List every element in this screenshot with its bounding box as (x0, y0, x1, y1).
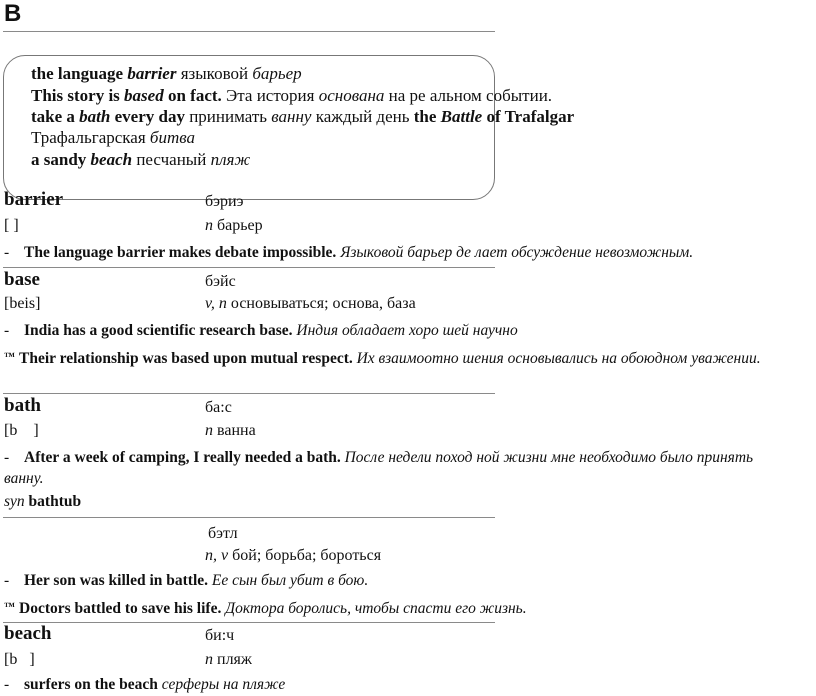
example-en: surfers on the beach (24, 676, 158, 693)
translation: барьер (217, 217, 263, 234)
keyword: битва (149, 128, 196, 147)
headword-bath: bath (4, 395, 41, 416)
keyword: основана (318, 86, 385, 105)
synonym-bath (4, 492, 81, 512)
example-en: The language barrier makes debate impossible. (24, 244, 337, 261)
bullet-tm: ™ (4, 351, 15, 363)
translation: бой; борьба; бороться (232, 547, 382, 564)
section-divider (3, 31, 495, 32)
transcription-bath: [b ] (4, 422, 39, 439)
example-barrier-1 (4, 243, 693, 263)
definition-base (205, 294, 416, 314)
bullet-dash: - (4, 449, 10, 466)
headword-barrier: barrier (4, 189, 64, 210)
example-ru: Индия обладает хоро шей научно (296, 322, 518, 339)
phrase-text: Трафальгарская (31, 128, 150, 147)
example-ru: После недели поход ной жизни мне необходимо было принять ванну. (4, 449, 754, 487)
example-ru: Их взаимоотно шения основывались на обоюдном уважении. (356, 350, 761, 367)
section-letter: B (4, 0, 22, 27)
example-ru: Языковой барьер де лает обсуждение невозможным. (340, 244, 694, 261)
pronunciation-base: бэйс (205, 273, 236, 290)
example-ru: Доктора боролись, чтобы спасти его жизнь. (225, 600, 527, 617)
entry-divider (3, 267, 495, 268)
entry-divider (3, 622, 495, 623)
translation: основываться; основа, база (230, 295, 416, 312)
transcription-base: [beis] (4, 295, 41, 312)
headword-beach: beach (4, 623, 52, 644)
definition-barrier (205, 216, 263, 236)
translation: пляж (217, 651, 252, 668)
phrase-text: the language (31, 64, 128, 83)
pronunciation-beach: би:ч (205, 627, 235, 644)
phrase-text: принимать (184, 107, 272, 126)
example-beach-1 (4, 675, 285, 695)
definition-bath (205, 421, 256, 441)
part-of-speech: n (205, 217, 213, 234)
intro-phrase-line (31, 86, 552, 106)
part-of-speech: v, n (205, 295, 227, 312)
example-ru: серферы на пляже (161, 676, 286, 693)
phrase-text: This story is (31, 86, 125, 105)
keyword: ванну (271, 107, 312, 126)
entry-divider (3, 393, 495, 394)
synonym-word: bathtub (28, 493, 82, 510)
phrase-text: a sandy (31, 150, 91, 169)
example-en: Their relationship was based upon mutual respect. (19, 350, 353, 367)
bullet-dash: - (4, 676, 10, 693)
keyword: барьер (252, 64, 302, 83)
part-of-speech: n, v (205, 547, 229, 564)
keyword: Battle (440, 107, 483, 126)
keyword: bath (79, 107, 111, 126)
example-bath-1 (4, 447, 784, 489)
example-en: Doctors battled to save his life. (19, 600, 222, 617)
bullet-dash: - (4, 244, 10, 261)
transcription-barrier: [ ] (4, 217, 19, 234)
keyword: пляж (210, 150, 251, 169)
definition-battle (205, 546, 381, 566)
part-of-speech: n (205, 422, 213, 439)
bullet-dash: - (4, 322, 10, 339)
headword-base: base (4, 269, 40, 290)
keyword: beach (90, 150, 133, 169)
pronunciation-barrier (205, 192, 243, 212)
example-ru: Ее сын был убит в бою. (211, 572, 369, 589)
intro-phrase-line (31, 128, 195, 148)
phrase-text: языковой (176, 64, 253, 83)
example-en: India has a good scientific research base. (24, 322, 293, 339)
part-of-speech: n (205, 651, 213, 668)
transcription-beach: [b ] (4, 651, 35, 668)
pronunciation-text: бэриэ (205, 193, 244, 210)
phrase-text: of Trafalgar (482, 107, 575, 126)
phrase-text: on fact. (163, 86, 222, 105)
intro-phrase-line (31, 107, 574, 127)
example-base-2 (4, 347, 784, 369)
synonym-label: syn (4, 493, 25, 510)
phrase-text: the (413, 107, 441, 126)
translation: ванна (217, 422, 256, 439)
phrase-text: песчаный (132, 150, 211, 169)
bullet-tm: ™ (4, 601, 15, 613)
phrase-text: Эта история (221, 86, 319, 105)
phrase-text: take a (31, 107, 80, 126)
pronunciation-bath: ба:с (205, 399, 232, 416)
example-base-1 (4, 321, 518, 341)
phrase-text: каждый день (311, 107, 414, 126)
definition-beach (205, 650, 252, 670)
intro-phrase-line (31, 150, 250, 170)
phrase-text: на ре альном событии. (384, 86, 553, 105)
bullet-dash: - (4, 572, 10, 589)
keyword: based (124, 86, 164, 105)
pronunciation-battle: бэтл (208, 525, 238, 542)
example-battle-2 (4, 597, 527, 619)
example-battle-1 (4, 571, 368, 591)
keyword: barrier (127, 64, 177, 83)
example-en: Her son was killed in battle. (24, 572, 209, 589)
intro-phrase-line (31, 64, 302, 84)
example-en: After a week of camping, I really needed a bath. (24, 449, 341, 466)
phrase-text: every day (110, 107, 185, 126)
entry-divider (3, 517, 495, 518)
